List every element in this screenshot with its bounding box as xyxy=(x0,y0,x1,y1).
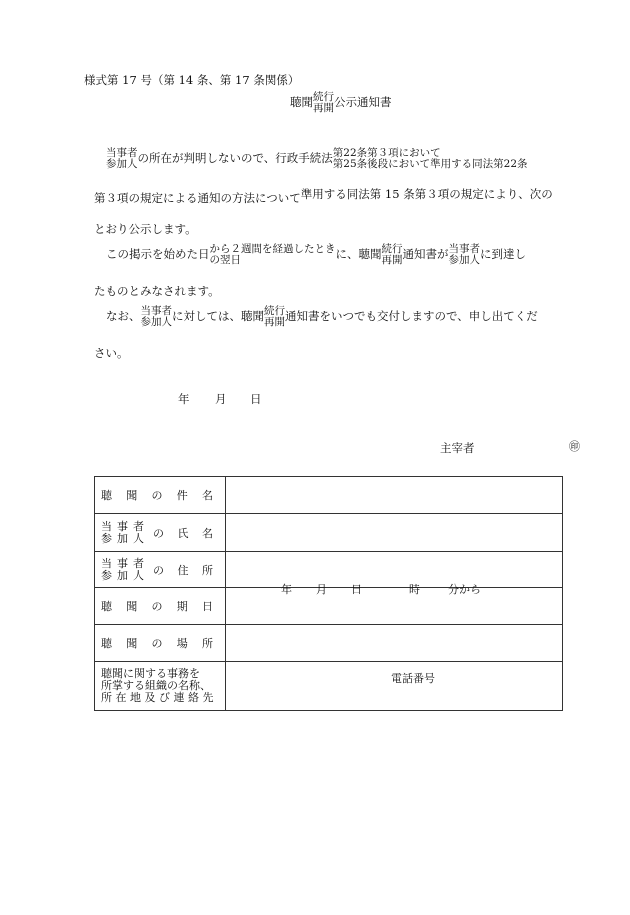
p3-text1: なお、 xyxy=(106,309,141,323)
table-row xyxy=(95,625,563,662)
label-char: の xyxy=(153,526,164,540)
party-alternatives-3 xyxy=(141,306,173,328)
row-label-contact xyxy=(95,662,226,711)
table-row xyxy=(95,514,563,552)
label-char: の xyxy=(153,563,164,577)
title-alternatives xyxy=(313,92,334,114)
party-stack xyxy=(101,521,149,545)
label-char: の xyxy=(151,489,163,502)
paragraph-2-line-1 xyxy=(106,244,526,266)
alt2-bottom: 再開 xyxy=(381,254,403,266)
p2-text3: 通知書が xyxy=(402,247,449,261)
label-char: の xyxy=(151,637,163,650)
label-char: 期 xyxy=(176,600,188,613)
alt2-top: 続行 xyxy=(381,243,403,255)
label-char: 氏 xyxy=(177,526,189,540)
date-day: 日 xyxy=(250,392,262,406)
contact-label-line-1: 聴聞に関する事務を xyxy=(101,667,200,680)
p1-line2-a: 第３項の規定による通知の方法について xyxy=(94,191,301,205)
date-year-unit: 年 xyxy=(281,583,292,596)
label-char: 名 xyxy=(202,489,213,502)
alt3-top: 当事者 xyxy=(448,243,480,255)
label-char: 聞 xyxy=(126,600,138,613)
alt-bottom: 参加人 xyxy=(140,316,172,328)
time-hour-unit: 時 xyxy=(409,583,420,596)
period-alt-bottom: の翌日 xyxy=(209,254,241,266)
title-alt-bottom: 再開 xyxy=(313,102,334,114)
law-alternatives xyxy=(333,148,528,170)
title-suffix: 公示通知書 xyxy=(334,95,392,109)
date-year: 年 xyxy=(178,392,190,406)
title-alt-top: 続行 xyxy=(313,91,334,103)
law-alt-top: 第22条第３項において xyxy=(332,147,441,159)
label-char: 聞 xyxy=(126,637,138,650)
table-row xyxy=(95,477,563,514)
row-label-subject xyxy=(95,477,226,514)
title-alternatives-2 xyxy=(382,244,403,266)
paragraph-1-line-2 xyxy=(94,186,553,205)
p2-text4: に到達し xyxy=(480,247,526,261)
date-day-unit: 日 xyxy=(351,583,362,596)
party-alternatives-2 xyxy=(449,244,481,266)
p3-text2: に対しては、聴聞 xyxy=(172,309,264,323)
presiding-officer-label: 主宰者 xyxy=(440,441,475,455)
contact-label-line-2: 所掌する組織の名称、 xyxy=(101,679,211,692)
alt3-bottom: 参加人 xyxy=(448,254,480,266)
date-month-unit: 月 xyxy=(316,583,327,596)
law-alt-bottom: 第25条後段において準用する同法第22条 xyxy=(332,158,528,170)
alt-top: 当事者 xyxy=(106,147,138,159)
time-minute-unit: 分から xyxy=(448,583,481,596)
title-alternatives-3 xyxy=(264,306,285,328)
date-month: 月 xyxy=(215,392,227,406)
label-char: 件 xyxy=(176,489,188,502)
paragraph-3-line-1 xyxy=(106,306,538,328)
row-label-address xyxy=(95,552,226,588)
table-row xyxy=(95,588,563,625)
row-value-contact[interactable] xyxy=(226,662,563,711)
title-prefix: 聴聞 xyxy=(290,95,313,109)
label-char: 聴 xyxy=(101,600,112,613)
party-bottom: 参加人 xyxy=(101,568,149,582)
row-label-date xyxy=(95,588,226,625)
p1-line2-b: 準用する同法第 15 条第３項の規定により、次の xyxy=(300,187,553,201)
alt-top: 当事者 xyxy=(140,305,172,317)
alt2-top: 続行 xyxy=(264,305,285,317)
phone-number-label: 電話番号 xyxy=(391,672,435,685)
period-alternatives xyxy=(210,244,336,266)
contact-label-line-3: 所 在 地 及 び 連 絡 先 xyxy=(101,691,214,704)
seal-mark: ㊞ xyxy=(569,440,580,453)
party-alternatives xyxy=(106,148,138,170)
row-label-place xyxy=(95,625,226,662)
label-char: 聴 xyxy=(101,489,112,502)
p1-text: の所在が判明しないので、行政手続法 xyxy=(137,151,333,165)
label-char: 聴 xyxy=(101,637,112,650)
row-value-name[interactable] xyxy=(226,514,563,552)
row-value-subject[interactable] xyxy=(226,477,563,514)
row-value-date[interactable] xyxy=(226,583,563,625)
paragraph-2-line-2: たものとみなされます。 xyxy=(94,284,220,298)
label-char: 所 xyxy=(202,637,213,650)
paragraph-1-line-1 xyxy=(106,148,528,170)
p2-text1: この掲示を始めた日 xyxy=(106,247,210,261)
hearing-info-table xyxy=(94,476,563,711)
label-char: 所 xyxy=(202,563,213,577)
party-top: 当事者 xyxy=(101,519,149,533)
period-alt-top: から２週間を経過したとき xyxy=(209,243,336,255)
label-char: 住 xyxy=(177,563,189,577)
row-value-address[interactable] xyxy=(226,552,563,588)
row-label-name xyxy=(95,514,226,552)
alt2-bottom: 再開 xyxy=(264,316,285,328)
form-number: 様式第 17 号（第 14 条、第 17 条関係） xyxy=(84,73,300,87)
label-char: の xyxy=(151,600,163,613)
label-char: 名 xyxy=(202,526,213,540)
paragraph-1-line-3: とおり公示します。 xyxy=(94,222,197,236)
paragraph-3-line-2: さい。 xyxy=(94,346,129,360)
label-char: 日 xyxy=(202,600,213,613)
p3-text3: 通知書をいつでも交付しますので、申し出てくだ xyxy=(285,309,538,323)
row-value-place[interactable] xyxy=(226,625,563,662)
label-char: 聞 xyxy=(126,489,138,502)
table-row xyxy=(95,552,563,588)
party-stack xyxy=(101,558,149,582)
alt-bottom: 参加人 xyxy=(106,158,138,170)
table-row xyxy=(95,662,563,711)
document-title xyxy=(290,92,392,114)
p2-text2: に、聴聞 xyxy=(335,247,382,261)
party-top: 当事者 xyxy=(101,556,149,570)
party-bottom: 参加人 xyxy=(101,531,149,545)
label-char: 場 xyxy=(176,637,188,650)
